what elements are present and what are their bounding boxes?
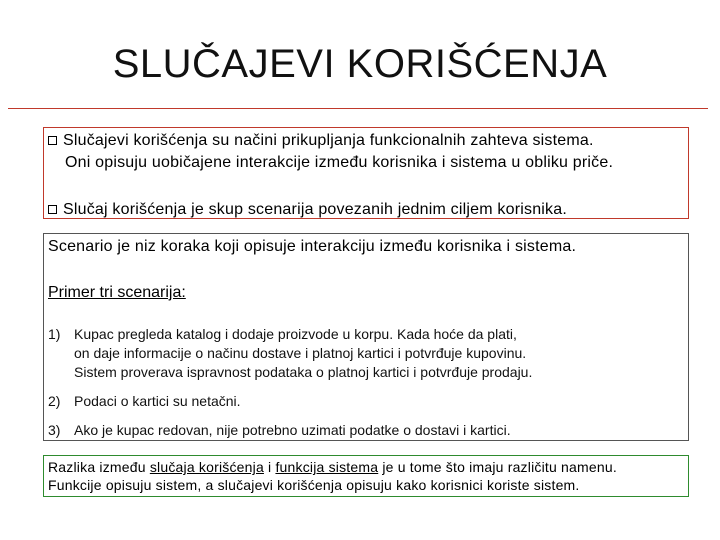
item-3-text: Ako je kupac redovan, nije potrebno uzimati podatke o dostavi i kartici. bbox=[74, 422, 511, 438]
bullet-1-line-1: Slučajevi korišćenja su načini prikupljanja funkcionalnih zahteva sistema. bbox=[63, 132, 594, 149]
scenario-item-1 bbox=[48, 325, 532, 382]
definition-bullet-1 bbox=[48, 130, 613, 174]
use-case-term: slučaja korišćenja bbox=[149, 459, 264, 475]
system-function-term: funkcija sistema bbox=[275, 459, 379, 475]
square-bullet-icon bbox=[48, 136, 57, 145]
scenario-intro: Scenario je niz koraka koji opisuje interakciju između korisnika i sistema. bbox=[48, 238, 577, 255]
slide-title: SLUČAJEVI KORIŠĆENJA bbox=[112, 42, 608, 86]
item-1-line-1: Kupac pregleda katalog i dodaje proizvode u korpu. Kada hoće da plati, bbox=[74, 326, 517, 342]
scenario-item-2 bbox=[48, 392, 241, 411]
item-2-text: Podaci o kartici su netačni. bbox=[74, 393, 241, 409]
definitions-box bbox=[43, 127, 689, 219]
title-divider bbox=[8, 108, 708, 109]
bullet-1-line-2: Oni opisuju uobičajene interakcije između korisnika i sistema u obliku priče. bbox=[65, 154, 614, 171]
examples-heading: Primer tri scenarija: bbox=[48, 284, 186, 301]
note-line-2: Funkcije opisuju sistem, a slučajevi korišćenja opisuju kako korisnici koriste sistem. bbox=[48, 477, 580, 493]
note-part-1: Razlika između bbox=[48, 459, 150, 475]
square-bullet-icon bbox=[48, 205, 57, 214]
item-1-line-2: on daje informacije o načinu dostave i platnoj kartici i potvrđuje kupovinu. bbox=[74, 345, 527, 361]
note-part-2: i bbox=[263, 459, 276, 475]
scenario-item-3 bbox=[48, 421, 511, 440]
item-number: 3) bbox=[48, 422, 61, 438]
note-part-3: je u tome što imaju različitu namenu. bbox=[378, 459, 617, 475]
bullet-2-text: Slučaj korišćenja je skup scenarija povezanih jednim ciljem korisnika. bbox=[63, 201, 567, 218]
scenario-box bbox=[43, 233, 689, 441]
item-1-line-3: Sistem proverava ispravnost podataka o platnoj kartici i potvrđuje prodaju. bbox=[74, 364, 533, 380]
note-text bbox=[48, 458, 617, 494]
item-number: 2) bbox=[48, 393, 61, 409]
note-box bbox=[43, 455, 689, 497]
item-number: 1) bbox=[48, 326, 61, 342]
definition-bullet-2 bbox=[48, 199, 567, 221]
